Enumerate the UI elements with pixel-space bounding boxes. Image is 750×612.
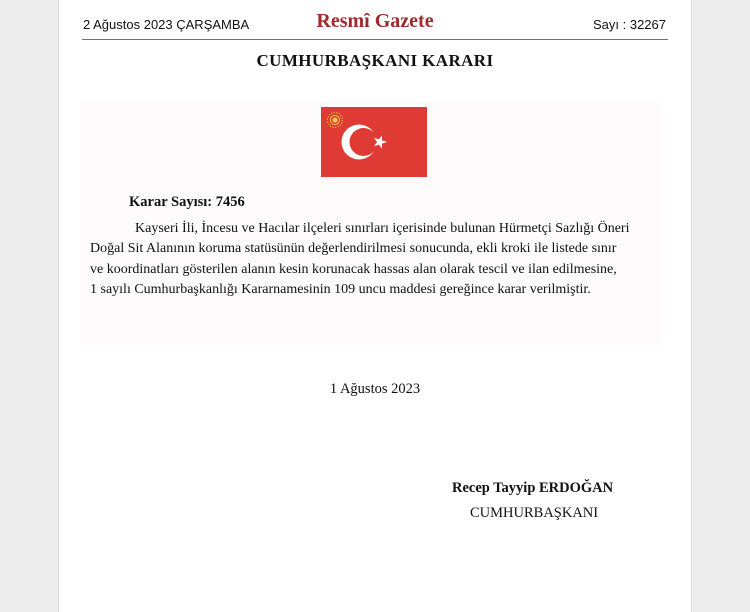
decision-text-line: Doğal Sit Alanının koruma statüsünün değerlendirilmesi sonucunda, ekli kroki ile listede sınır xyxy=(90,241,617,256)
decision-number: Karar Sayısı: 7456 xyxy=(129,194,245,210)
turkish-flag-icon xyxy=(321,107,427,177)
header-date: 2 Ağustos 2023 ÇARŞAMBA xyxy=(83,17,250,32)
publication-title: Resmî Gazete xyxy=(316,10,434,32)
decision-date: 1 Ağustos 2023 xyxy=(329,381,421,397)
decision-text-line: ve koordinatları gösterilen alanın kesin korunacak hassas alan olarak tescil ve ilan edilmesine, xyxy=(90,262,617,277)
document-title: CUMHURBAŞKANI KARARI xyxy=(256,51,494,70)
issue-number: Sayı : 32267 xyxy=(593,17,666,32)
decision-text-line: Kayseri İli, İncesu ve Hacılar ilçeleri sınırları içerisinde bulunan Hürmetçi Sazlığı Öneri xyxy=(135,221,630,236)
signer-title: CUMHURBAŞKANI xyxy=(470,505,599,521)
gazette-header xyxy=(82,10,668,40)
signer-name: Recep Tayyip ERDOĞAN xyxy=(452,480,614,496)
crescent-inner xyxy=(350,128,378,156)
decision-text-line: 1 sayılı Cumhurbaşkanlığı Kararnamesinin 109 uncu maddesi gereğince karar verilmiştir. xyxy=(90,282,591,297)
